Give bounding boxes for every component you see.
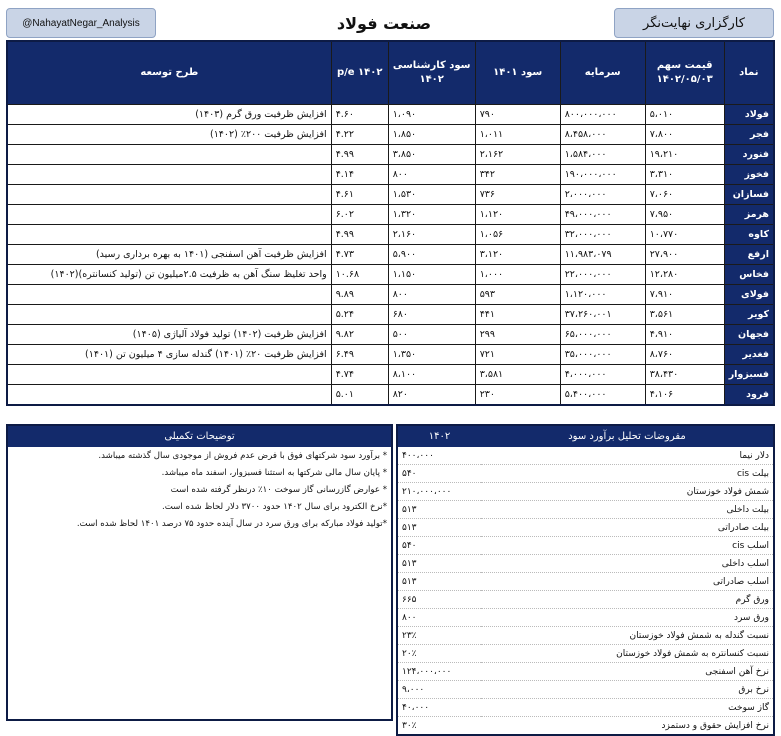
note-empty-cell bbox=[7, 617, 392, 634]
symbol-cell: فولاد bbox=[724, 105, 774, 125]
assumption-label: نسبت گندله به شمش فولاد خوزستان bbox=[481, 627, 774, 645]
profit-1401-cell: ۳۴۲ bbox=[475, 165, 560, 185]
list-item bbox=[397, 591, 774, 609]
list-item bbox=[397, 519, 774, 537]
assumption-label: شمش فولاد خوزستان bbox=[481, 483, 774, 501]
price-cell: ۱۹،۲۱۰ bbox=[645, 145, 724, 165]
brand-name: کارگزاری نهایت‌نگر bbox=[614, 8, 774, 38]
price-cell: ۱۲،۲۸۰ bbox=[645, 265, 724, 285]
assumption-value: ۳۰٪ bbox=[397, 717, 481, 736]
col-pe: p/e ۱۴۰۲ bbox=[331, 41, 388, 105]
pe-cell: ۱۰.۶۸ bbox=[331, 265, 388, 285]
profit-1401-cell: ۲،۱۶۲ bbox=[475, 145, 560, 165]
table-row bbox=[7, 285, 774, 305]
plan-cell: افزایش ظرفیت (۱۴۰۲) تولید فولاد آلیاژی (۱۴۰۵) bbox=[7, 325, 331, 345]
note-text: * برآورد سود شرکتهای فوق با فرض عدم فروش از موجودی سال گذشته میباشد. bbox=[98, 450, 387, 461]
price-cell: ۸،۷۶۰ bbox=[645, 345, 724, 365]
list-item bbox=[397, 609, 774, 627]
assumption-label: گاز سوخت bbox=[481, 699, 774, 717]
profit-1401-cell: ۳،۱۲۰ bbox=[475, 245, 560, 265]
profit-1402-cell: ۱،۰۹۰ bbox=[388, 105, 475, 125]
assumption-label: اسلب داخلی bbox=[481, 555, 774, 573]
assumption-value: ۲۱۰،۰۰۰،۰۰۰ bbox=[397, 483, 481, 501]
col-profit-1401: سود ۱۴۰۱ bbox=[475, 41, 560, 105]
assumptions-title: مفروضات تحلیل برآورد سود bbox=[481, 425, 774, 447]
assumption-value: ۲۰٪ bbox=[397, 645, 481, 663]
symbol-cell: فجر bbox=[724, 125, 774, 145]
price-cell: ۲۷،۹۰۰ bbox=[645, 245, 724, 265]
plan-cell bbox=[7, 185, 331, 205]
assumption-value: ۵۱۳ bbox=[397, 555, 481, 573]
list-item bbox=[397, 483, 774, 501]
symbol-cell: فجهان bbox=[724, 325, 774, 345]
list-item bbox=[397, 537, 774, 555]
note-text: * عوارض گازرسانی گاز سوخت ۱۰٪ درنظر گرفته شده است bbox=[170, 484, 387, 495]
price-cell: ۵،۰۱۰ bbox=[645, 105, 724, 125]
profit-1401-cell: ۲۹۹ bbox=[475, 325, 560, 345]
table-row bbox=[7, 245, 774, 265]
symbol-cell: فسبزوار bbox=[724, 365, 774, 385]
assumption-label: دلار نیما bbox=[481, 447, 774, 465]
note-empty-cell bbox=[7, 668, 392, 685]
plan-cell: افزایش ظرفیت ورق گرم (۱۴۰۳) bbox=[7, 105, 331, 125]
note-row-empty bbox=[7, 685, 392, 702]
assumption-label: بیلت صادراتی bbox=[481, 519, 774, 537]
channel-handle: @NahayatNegar_Analysis bbox=[6, 8, 156, 38]
note-row bbox=[7, 464, 392, 481]
capital-cell: ۳۲،۰۰۰،۰۰۰ bbox=[560, 225, 645, 245]
pe-cell: ۴.۱۴ bbox=[331, 165, 388, 185]
symbol-cell: هرمز bbox=[724, 205, 774, 225]
profit-1402-cell: ۵۰۰ bbox=[388, 325, 475, 345]
table-row bbox=[7, 365, 774, 385]
note-row bbox=[7, 515, 392, 532]
note-row-empty bbox=[7, 549, 392, 566]
table-row bbox=[7, 165, 774, 185]
table-row bbox=[7, 225, 774, 245]
profit-1402-cell: ۱،۸۵۰ bbox=[388, 125, 475, 145]
table-row bbox=[7, 265, 774, 285]
capital-cell: ۱۹۰،۰۰۰،۰۰۰ bbox=[560, 165, 645, 185]
profit-1402-cell: ۵،۹۰۰ bbox=[388, 245, 475, 265]
capital-cell: ۶۵،۰۰۰،۰۰۰ bbox=[560, 325, 645, 345]
price-cell: ۷،۰۶۰ bbox=[645, 185, 724, 205]
assumption-value: ۴۰،۰۰۰ bbox=[397, 699, 481, 717]
list-item bbox=[397, 645, 774, 663]
note-row-empty bbox=[7, 532, 392, 549]
page-title: صنعت فولاد bbox=[336, 13, 432, 33]
note-empty-cell bbox=[7, 685, 392, 702]
assumption-label: بیلت cis bbox=[481, 465, 774, 483]
assumption-value: ۲۳٪ bbox=[397, 627, 481, 645]
capital-cell: ۲،۰۰۰،۰۰۰ bbox=[560, 185, 645, 205]
price-cell: ۳،۳۱۰ bbox=[645, 165, 724, 185]
plan-cell bbox=[7, 205, 331, 225]
symbol-cell: کویر bbox=[724, 305, 774, 325]
plan-cell bbox=[7, 225, 331, 245]
note-empty-cell bbox=[7, 532, 392, 549]
assumption-value: ۸۰۰ bbox=[397, 609, 481, 627]
note-row-empty bbox=[7, 583, 392, 600]
note-row-empty bbox=[7, 634, 392, 651]
pe-cell: ۹.۸۲ bbox=[331, 325, 388, 345]
note-empty-cell bbox=[7, 549, 392, 566]
capital-cell: ۳۷،۲۶۰،۰۰۱ bbox=[560, 305, 645, 325]
plan-cell bbox=[7, 365, 331, 385]
pe-cell: ۴.۹۹ bbox=[331, 145, 388, 165]
list-item bbox=[397, 555, 774, 573]
pe-cell: ۴.۶۱ bbox=[331, 185, 388, 205]
assumption-label: اسلب cis bbox=[481, 537, 774, 555]
steel-industry-table bbox=[6, 40, 775, 406]
note-empty-cell bbox=[7, 702, 392, 720]
note-row bbox=[7, 447, 392, 464]
profit-1402-cell: ۶۸۰ bbox=[388, 305, 475, 325]
profit-1402-cell: ۸۲۰ bbox=[388, 385, 475, 406]
assumption-value: ۵۴۰ bbox=[397, 465, 481, 483]
col-price: قیمت سهم ۱۴۰۲/۰۵/۰۳ bbox=[645, 41, 724, 105]
assumption-value: ۵۱۳ bbox=[397, 501, 481, 519]
plan-cell bbox=[7, 305, 331, 325]
assumption-label: نرخ آهن اسفنجی bbox=[481, 663, 774, 681]
table-row bbox=[7, 205, 774, 225]
capital-cell: ۴۹،۰۰۰،۰۰۰ bbox=[560, 205, 645, 225]
list-item bbox=[397, 573, 774, 591]
plan-cell: افزایش ظرفیت ۲۰۰٪ (۱۴۰۲) bbox=[7, 125, 331, 145]
col-plan: طرح توسعه bbox=[7, 41, 331, 105]
price-cell: ۴،۹۱۰ bbox=[645, 325, 724, 345]
pe-cell: ۶.۰۲ bbox=[331, 205, 388, 225]
table-row bbox=[7, 325, 774, 345]
symbol-cell: فنورد bbox=[724, 145, 774, 165]
pe-cell: ۴.۷۳ bbox=[331, 245, 388, 265]
pe-cell: ۹.۸۹ bbox=[331, 285, 388, 305]
symbol-cell: فخاس bbox=[724, 265, 774, 285]
list-item bbox=[397, 627, 774, 645]
plan-cell bbox=[7, 145, 331, 165]
pe-cell: ۴.۷۴ bbox=[331, 365, 388, 385]
note-row bbox=[7, 498, 392, 515]
profit-1401-cell: ۳،۵۸۱ bbox=[475, 365, 560, 385]
note-empty-cell bbox=[7, 566, 392, 583]
plan-cell bbox=[7, 165, 331, 185]
notes-table bbox=[6, 424, 393, 721]
profit-1401-cell: ۷۳۶ bbox=[475, 185, 560, 205]
profit-1402-cell: ۲،۱۶۰ bbox=[388, 225, 475, 245]
symbol-cell: ارفع bbox=[724, 245, 774, 265]
note-row-empty bbox=[7, 566, 392, 583]
table-header-row bbox=[7, 41, 774, 105]
profit-1401-cell: ۷۲۱ bbox=[475, 345, 560, 365]
profit-1402-cell: ۸۰۰ bbox=[388, 165, 475, 185]
profit-1402-cell: ۳،۸۵۰ bbox=[388, 145, 475, 165]
assumption-value: ۹،۰۰۰ bbox=[397, 681, 481, 699]
col-profit-1402: سود کارشناسی ۱۴۰۲ bbox=[388, 41, 475, 105]
note-text: *تولید فولاد مبارکه برای ورق سرد در سال آینده حدود ۷۵ درصد ۱۴۰۱ لحاظ شده است. bbox=[76, 518, 387, 529]
capital-cell: ۱۱،۹۸۳،۰۷۹ bbox=[560, 245, 645, 265]
price-cell: ۷،۹۱۰ bbox=[645, 285, 724, 305]
table-row bbox=[7, 145, 774, 165]
capital-cell: ۸،۴۵۸،۰۰۰ bbox=[560, 125, 645, 145]
assumption-value: ۶۶۵ bbox=[397, 591, 481, 609]
profit-1401-cell: ۱،۱۲۰ bbox=[475, 205, 560, 225]
plan-cell bbox=[7, 285, 331, 305]
note-empty-cell bbox=[7, 634, 392, 651]
table-row bbox=[7, 345, 774, 365]
assumption-label: نرخ افزایش حقوق و دستمزد bbox=[481, 717, 774, 736]
symbol-cell: فسازان bbox=[724, 185, 774, 205]
assumption-label: نرخ برق bbox=[481, 681, 774, 699]
assumption-value: ۵۴۰ bbox=[397, 537, 481, 555]
list-item bbox=[397, 717, 774, 736]
price-cell: ۱۰،۷۷۰ bbox=[645, 225, 724, 245]
assumption-value: ۱۲۴،۰۰۰،۰۰۰ bbox=[397, 663, 481, 681]
note-text: *نرخ الکترود برای سال ۱۴۰۲ حدود ۳۷۰۰ دلار لحاظ شده است. bbox=[162, 501, 387, 512]
note-row-empty bbox=[7, 600, 392, 617]
assumption-label: بیلت داخلی bbox=[481, 501, 774, 519]
note-empty-cell bbox=[7, 651, 392, 668]
table-row bbox=[7, 125, 774, 145]
symbol-cell: کاوه bbox=[724, 225, 774, 245]
pe-cell: ۵.۲۴ bbox=[331, 305, 388, 325]
assumptions-year: ۱۴۰۲ bbox=[397, 425, 481, 447]
price-cell: ۴،۱۰۶ bbox=[645, 385, 724, 406]
price-cell: ۷،۸۰۰ bbox=[645, 125, 724, 145]
list-item bbox=[397, 681, 774, 699]
profit-1401-cell: ۷۹۰ bbox=[475, 105, 560, 125]
profit-1401-cell: ۱،۰۵۶ bbox=[475, 225, 560, 245]
note-empty-cell bbox=[7, 600, 392, 617]
plan-cell bbox=[7, 385, 331, 406]
plan-cell: افزایش ظرفیت آهن اسفنجی (۱۴۰۱ به بهره برداری رسید) bbox=[7, 245, 331, 265]
profit-1402-cell: ۱،۳۵۰ bbox=[388, 345, 475, 365]
capital-cell: ۱،۱۲۰،۰۰۰ bbox=[560, 285, 645, 305]
assumption-value: ۵۱۳ bbox=[397, 573, 481, 591]
capital-cell: ۲۲،۰۰۰،۰۰۰ bbox=[560, 265, 645, 285]
note-row-empty bbox=[7, 702, 392, 720]
profit-1402-cell: ۸۰۰ bbox=[388, 285, 475, 305]
list-item bbox=[397, 699, 774, 717]
pe-cell: ۴.۶۰ bbox=[331, 105, 388, 125]
list-item bbox=[397, 465, 774, 483]
profit-1402-cell: ۱،۳۲۰ bbox=[388, 205, 475, 225]
table-row bbox=[7, 105, 774, 125]
profit-1401-cell: ۵۹۳ bbox=[475, 285, 560, 305]
assumption-label: ورق گرم bbox=[481, 591, 774, 609]
assumption-value: ۵۱۳ bbox=[397, 519, 481, 537]
note-row bbox=[7, 481, 392, 498]
profit-1401-cell: ۱،۰۱۱ bbox=[475, 125, 560, 145]
list-item bbox=[397, 663, 774, 681]
notes-title: توضیحات تکمیلی bbox=[7, 425, 392, 447]
note-empty-cell bbox=[7, 583, 392, 600]
assumption-value: ۴۰۰،۰۰۰ bbox=[397, 447, 481, 465]
note-text: * پایان سال مالی شرکتها به استثنا فسبزوار، اسفند ماه میباشد. bbox=[161, 467, 387, 478]
profit-1402-cell: ۱،۵۳۰ bbox=[388, 185, 475, 205]
note-row-empty bbox=[7, 668, 392, 685]
profit-1402-cell: ۱،۱۵۰ bbox=[388, 265, 475, 285]
pe-cell: ۵.۰۱ bbox=[331, 385, 388, 406]
assumption-label: نسبت کنسانتره به شمش فولاد خوزستان bbox=[481, 645, 774, 663]
assumption-label: ورق سرد bbox=[481, 609, 774, 627]
profit-1402-cell: ۸،۱۰۰ bbox=[388, 365, 475, 385]
plan-cell: واحد تغلیظ سنگ آهن به ظرفیت ۲.۵میلیون تن (تولید کنسانتره)(۱۴۰۲) bbox=[7, 265, 331, 285]
profit-1401-cell: ۱،۰۰۰ bbox=[475, 265, 560, 285]
table-row bbox=[7, 305, 774, 325]
pe-cell: ۶.۴۹ bbox=[331, 345, 388, 365]
capital-cell: ۴،۰۰۰،۰۰۰ bbox=[560, 365, 645, 385]
profit-1401-cell: ۴۴۱ bbox=[475, 305, 560, 325]
assumption-label: اسلب صادراتی bbox=[481, 573, 774, 591]
capital-cell: ۳۵،۰۰۰،۰۰۰ bbox=[560, 345, 645, 365]
symbol-cell: فولای bbox=[724, 285, 774, 305]
symbol-cell: فرود bbox=[724, 385, 774, 406]
symbol-cell: فخوز bbox=[724, 165, 774, 185]
table-row bbox=[7, 185, 774, 205]
col-symbol: نماد bbox=[724, 41, 774, 105]
price-cell: ۳۸،۴۳۰ bbox=[645, 365, 724, 385]
pe-cell: ۴.۹۹ bbox=[331, 225, 388, 245]
list-item bbox=[397, 501, 774, 519]
symbol-cell: فغدیر bbox=[724, 345, 774, 365]
profit-1401-cell: ۲۳۰ bbox=[475, 385, 560, 406]
capital-cell: ۱،۵۸۴،۰۰۰ bbox=[560, 145, 645, 165]
pe-cell: ۴.۲۲ bbox=[331, 125, 388, 145]
capital-cell: ۸۰۰،۰۰۰،۰۰۰ bbox=[560, 105, 645, 125]
assumptions-table bbox=[396, 424, 775, 736]
col-capital: سرمایه bbox=[560, 41, 645, 105]
note-row-empty bbox=[7, 651, 392, 668]
table-row bbox=[7, 385, 774, 406]
price-cell: ۳،۵۶۱ bbox=[645, 305, 724, 325]
capital-cell: ۵،۴۰۰،۰۰۰ bbox=[560, 385, 645, 406]
price-cell: ۷،۹۵۰ bbox=[645, 205, 724, 225]
list-item bbox=[397, 447, 774, 465]
plan-cell: افزایش ظرفیت ۲۰٪ (۱۴۰۱) گندله سازی ۴ میلیون تن (۱۴۰۱) bbox=[7, 345, 331, 365]
note-row-empty bbox=[7, 617, 392, 634]
